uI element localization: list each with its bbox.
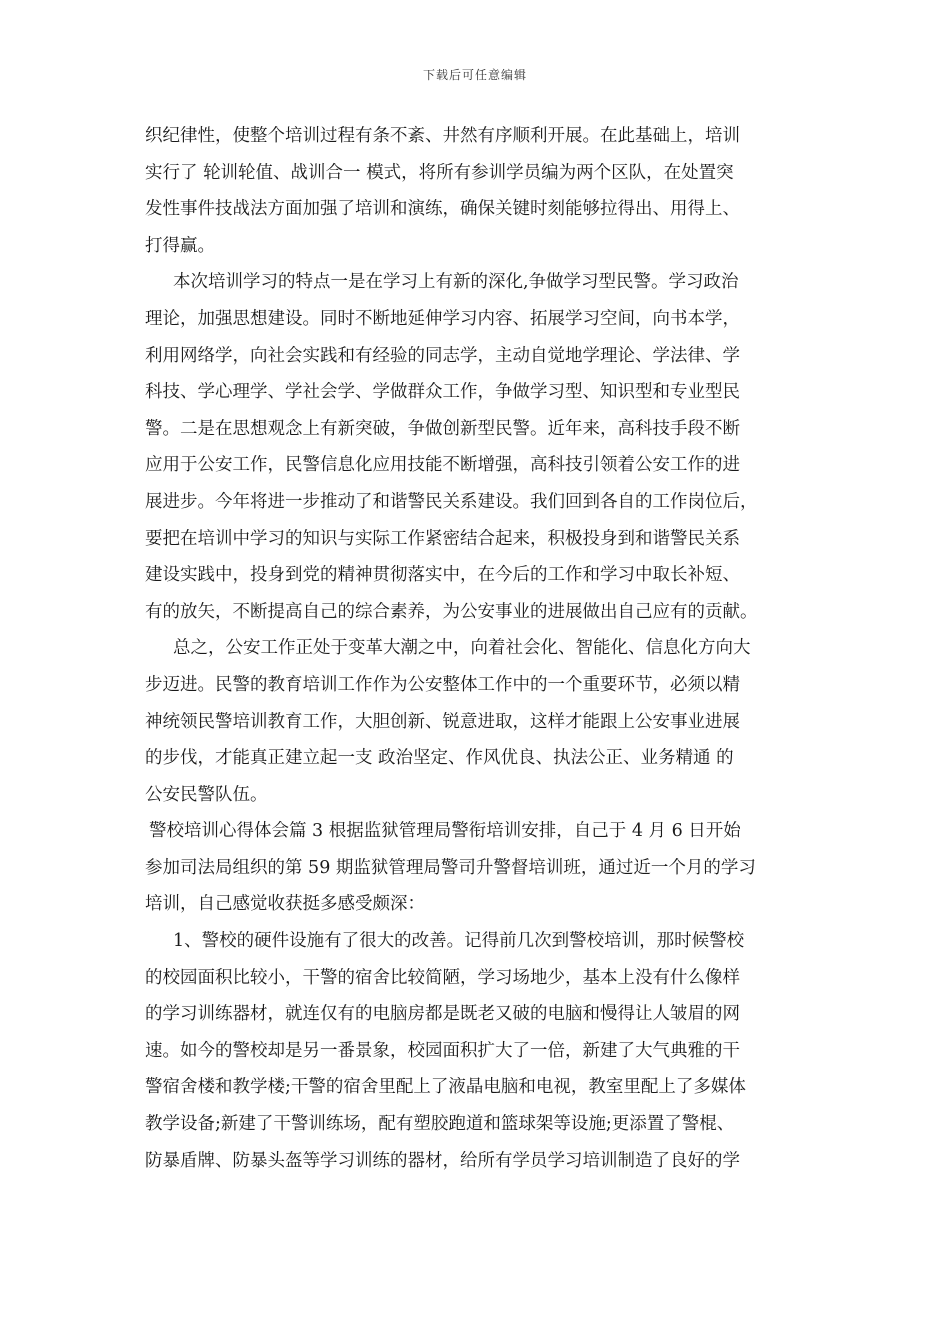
text-line: 培训，自己感觉收获挺多感受颇深： — [145, 894, 425, 915]
paragraph-1 — [145, 118, 820, 264]
document-body — [145, 118, 820, 1179]
text-line: 神统领民警培训教育工作，大胆创新、锐意进取，这样才能跟上公安事业进展 — [145, 711, 740, 732]
text-line: 教学设备;新建了干警训练场，配有塑胶跑道和篮球架等设施;更添置了警棍、 — [145, 1114, 735, 1135]
text-line: 要把在培训中学习的知识与实际工作紧密结合起来，积极投身到和谐警民关系 — [145, 528, 740, 549]
text-line: 利用网络学，向社会实践和有经验的同志学，主动自觉地学理论、学法律、学 — [145, 345, 740, 366]
text-line: 打得赢。 — [145, 235, 215, 256]
paragraph-2 — [145, 264, 820, 630]
text-line: 本次培训学习的特点一是在学习上有新的深化,争做学习型民警。学习政治 — [173, 272, 739, 293]
text-line: 参加司法局组织的第 59 期监狱管理局警司升警督培训班，通过近一个月的学习 — [145, 857, 756, 878]
text-line: 的步伐，才能真正建立起一支 政治坚定、作风优良、执法公正、业务精通 的 — [145, 748, 734, 769]
text-line: 织纪律性，使整个培训过程有条不紊、井然有序顺利开展。在此基础上，培训 — [145, 126, 740, 146]
text-line: 步迈进。民警的教育培训工作作为公安整体工作中的一个重要环节，必须以精 — [145, 674, 740, 695]
text-line: 科技、学心理学、学社会学、学做群众工作，争做学习型、知识型和专业型民 — [145, 382, 740, 403]
text-line: 有的放矢，不断提高自己的综合素养，为公安事业的进展做出自己应有的贡献。 — [145, 601, 758, 622]
text-line: 警校培训心得体会篇 3 根据监狱管理局警衔培训安排，自己于 4 月 6 日开始 — [149, 821, 741, 842]
text-line: 的学习训练器材，就连仅有的电脑房都是既老又破的电脑和慢得让人皱眉的网 — [145, 1004, 740, 1025]
text-line: 的校园面积比较小，干警的宿舍比较简陋，学习场地少，基本上没有什么像样 — [145, 967, 740, 988]
text-line: 公安民警队伍。 — [145, 784, 268, 805]
text-line: 应用于公安工作，民警信息化应用技能不断增强，高科技引领着公安工作的进 — [145, 455, 740, 476]
text-line: 实行了 轮训轮值、战训合一 模式，将所有参训学员编为两个区队，在处置突 — [145, 162, 734, 183]
paragraph-3 — [145, 630, 820, 813]
text-line: 速。如今的警校却是另一番景象，校园面积扩大了一倍，新建了大气典雅的干 — [145, 1040, 740, 1061]
text-line: 总之，公安工作正处于变革大潮之中，向着社会化、智能化、信息化方向大 — [173, 638, 751, 659]
text-line: 展进步。今年将进一步推动了和谐警民关系建设。我们回到各自的工作岗位后， — [145, 491, 758, 512]
text-line: 建设实践中，投身到党的精神贯彻落实中，在今后的工作和学习中取长补短、 — [145, 565, 740, 586]
paragraph-5 — [145, 923, 820, 1179]
page-header: 下载后可任意编辑 — [422, 68, 527, 82]
text-line: 理论，加强思想建设。同时不断地延伸学习内容、拓展学习空间，向书本学， — [145, 308, 740, 329]
text-line: 警宿舍楼和教学楼;干警的宿舍里配上了液晶电脑和电视，教室里配上了多媒体 — [145, 1077, 746, 1098]
paragraph-4 — [145, 813, 820, 923]
text-line: 发性事件技战法方面加强了培训和演练，确保关键时刻能够拉得出、用得上、 — [145, 199, 740, 220]
text-line: 警。二是在思想观念上有新突破，争做创新型民警。近年来，高科技手段不断 — [145, 418, 740, 439]
text-line: 防暴盾牌、防暴头盔等学习训练的器材，给所有学员学习培训制造了良好的学 — [145, 1150, 740, 1171]
text-line: 1、警校的硬件设施有了很大的改善。记得前几次到警校培训，那时候警校 — [173, 931, 745, 952]
